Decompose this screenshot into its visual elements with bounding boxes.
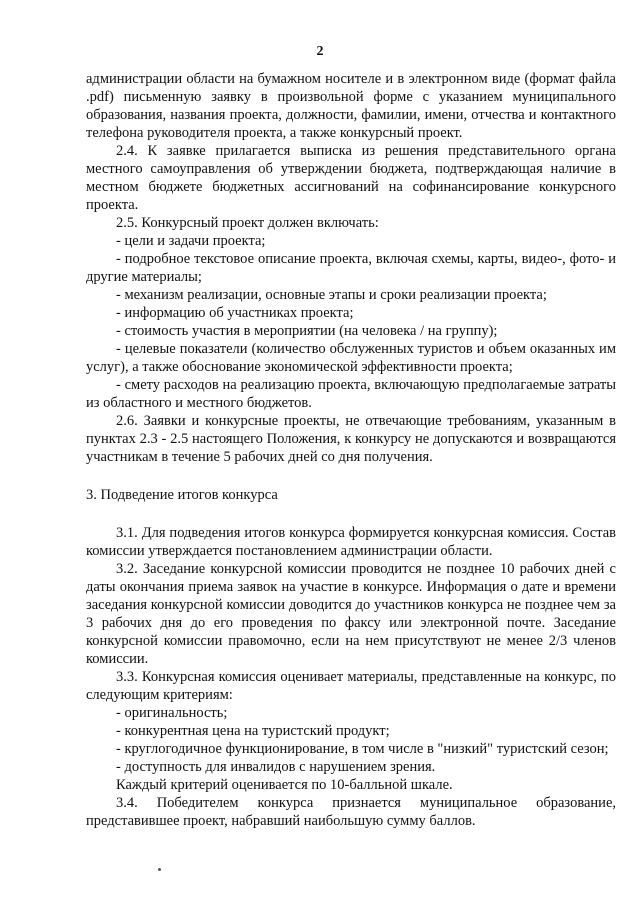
paragraph: - механизм реализации, основные этапы и сроки реализации проекта; <box>116 287 547 303</box>
paragraphs-block-2 <box>86 524 616 830</box>
paragraph: - информацию об участниках проекта; <box>116 305 354 321</box>
page-number: 2 <box>316 44 324 59</box>
scan-speck <box>158 868 161 871</box>
paragraph: 2.4. К заявке прилагается выписка из решения представительного органа местного самоуправления об утверждении бюджета, подтверждающая наличие в местном бюджете бюджетных ассигнований на софинансирование конкурсного проекта. <box>86 143 616 213</box>
document-body <box>86 70 616 830</box>
paragraph: 2.5. Конкурсный проект должен включать: <box>116 215 379 231</box>
paragraph: - смету расходов на реализацию проекта, включающую предполагаемые затраты из областного и местного бюджетов. <box>86 377 616 411</box>
paragraph: - подробное текстовое описание проекта, включая схемы, карты, видео-, фото- и другие материалы; <box>86 251 616 285</box>
paragraph: 3.4. Победителем конкурса признается муниципальное образование, представившее проект, набравший наибольшую сумму баллов. <box>86 795 616 829</box>
paragraph: администрации области на бумажном носителе и в электронном виде (формат файла .pdf) письменную заявку в произвольной форме с указанием муниципального образования, названия проекта, должности, фамилии, имени, отчества и контактного телефона руководителя проекта, а также конкурсный проект. <box>86 71 616 141</box>
paragraph: - оригинальность; <box>116 705 228 721</box>
section-heading: 3. Подведение итогов конкурса <box>86 487 278 503</box>
paragraph: 2.6. Заявки и конкурсные проекты, не отвечающие требованиям, указанным в пунктах 2.3 - 2.5 настоящего Положения, к конкурсу не допускаются и возвращаются участникам в течение 5 рабочих дней со дня получения. <box>86 413 616 465</box>
paragraph: - круглогодичное функционирование, в том числе в "низкий" туристский сезон; <box>116 741 609 757</box>
paragraph: 3.2. Заседание конкурсной комиссии проводится не позднее 10 рабочих дней с даты окончания приема заявок на участие в конкурсе. Информация о дате и времени заседания конкурсной комиссии доводится до участников конкурса не позднее чем за 3 рабочих дня до его проведения по факсу или электронной почте. Заседание конкурсной комиссии правомочно, если на нем присутствуют не менее 2/3 членов комиссии. <box>86 561 616 667</box>
paragraph: 3.3. Конкурсная комиссия оценивает материалы, представленные на конкурс, по следующим критериям: <box>86 669 616 703</box>
paragraph: - цели и задачи проекта; <box>116 233 266 249</box>
paragraph: - конкурентная цена на туристский продукт; <box>116 723 390 739</box>
paragraph: 3.1. Для подведения итогов конкурса формируется конкурсная комиссия. Состав комиссии утверждается постановлением администрации области. <box>86 525 616 559</box>
paragraph: - целевые показатели (количество обслуженных туристов и объем оказанных им услуг), а также обоснование экономической эффективности проекта; <box>86 341 616 375</box>
paragraph: - доступность для инвалидов с нарушением зрения. <box>116 759 436 775</box>
paragraph: - стоимость участия в мероприятии (на человека / на группу); <box>116 323 498 339</box>
paragraph: Каждый критерий оценивается по 10-балльной шкале. <box>116 777 453 793</box>
paragraphs-block-1 <box>86 70 616 466</box>
